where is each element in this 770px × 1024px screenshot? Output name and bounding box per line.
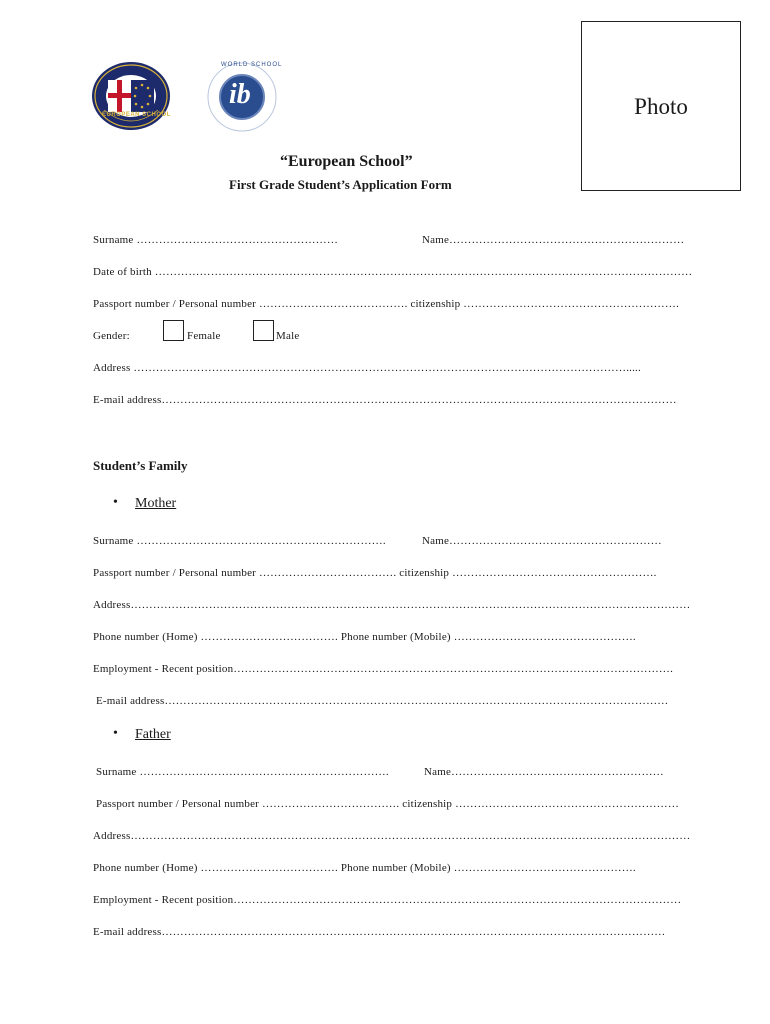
page-title: “European School” bbox=[280, 153, 413, 170]
student-email-field[interactable]: E-mail address………………………………………………………………………………………………………………………… bbox=[93, 394, 677, 406]
mother-employment-field[interactable]: Employment - Recent position………………………………………………………………………………………………………. bbox=[93, 663, 674, 675]
father-employment-field[interactable]: Employment - Recent position………………………………………………………………………………………………………… bbox=[93, 894, 682, 906]
mother-email-field[interactable]: E-mail address……………………………………………………………………………………………………………………… bbox=[96, 695, 669, 707]
european-school-logo bbox=[90, 60, 172, 132]
ib-world-school-logo bbox=[203, 60, 281, 134]
male-label: Male bbox=[276, 330, 300, 342]
student-surname-field[interactable]: Surname ……………………………………………… bbox=[93, 234, 339, 246]
mother-name-field[interactable]: Name………………………………………………… bbox=[422, 535, 662, 547]
mother-bullet: • bbox=[113, 495, 118, 510]
female-label: Female bbox=[187, 330, 221, 342]
female-checkbox[interactable] bbox=[163, 320, 184, 341]
father-bullet: • bbox=[113, 726, 118, 741]
father-name-field[interactable]: Name………………………………………………… bbox=[424, 766, 664, 778]
family-section-title: Student’s Family bbox=[93, 458, 188, 473]
photo-box bbox=[581, 21, 741, 191]
father-passport-field[interactable]: Passport number / Personal number ………………………………. citizenship …………………………………………………… bbox=[96, 798, 680, 810]
mother-surname-field[interactable]: Surname …………………………………………………………. bbox=[93, 535, 386, 547]
ib-logo-text: WORLD SCHOOL bbox=[221, 62, 283, 68]
father-email-field[interactable]: E-mail address……………………………………………………………………………………………………………………… bbox=[93, 926, 666, 938]
father-surname-field[interactable]: Surname …………………………………………………………. bbox=[96, 766, 389, 778]
photo-label: Photo bbox=[634, 94, 688, 119]
mother-phone-field[interactable]: Phone number (Home) ………………………………. Phone number (Mobile) …………………………………………. bbox=[93, 631, 636, 643]
ib-logo-mark: ib bbox=[229, 79, 251, 110]
page-subtitle: First Grade Student’s Application Form bbox=[229, 177, 452, 192]
father-title: Father bbox=[135, 727, 171, 742]
european-school-logo-text: EUROPEAN SCHOOL bbox=[102, 112, 171, 118]
male-checkbox[interactable] bbox=[253, 320, 274, 341]
mother-address-field[interactable]: Address…………………………………………………………………………………………………………………………………… bbox=[93, 599, 691, 611]
father-phone-field[interactable]: Phone number (Home) ………………………………. Phone number (Mobile) …………………………………………. bbox=[93, 862, 636, 874]
gender-label: Gender: bbox=[93, 330, 130, 342]
mother-title: Mother bbox=[135, 496, 177, 511]
student-dob-field[interactable]: Date of birth ……………………………………………………………………………………………………………………………… bbox=[93, 266, 693, 278]
student-passport-field[interactable]: Passport number / Personal number …………………………………. citizenship …………………………………………………. bbox=[93, 298, 680, 310]
mother-passport-field[interactable]: Passport number / Personal number ………………………………. citizenship ………………………………………………. bbox=[93, 567, 657, 579]
student-address-field[interactable]: Address ……………………………………………………………………………………………………………………..... bbox=[93, 362, 641, 374]
student-name-field[interactable]: Name……………………………………………………… bbox=[422, 234, 685, 246]
father-address-field[interactable]: Address…………………………………………………………………………………………………………………………………… bbox=[93, 830, 691, 842]
